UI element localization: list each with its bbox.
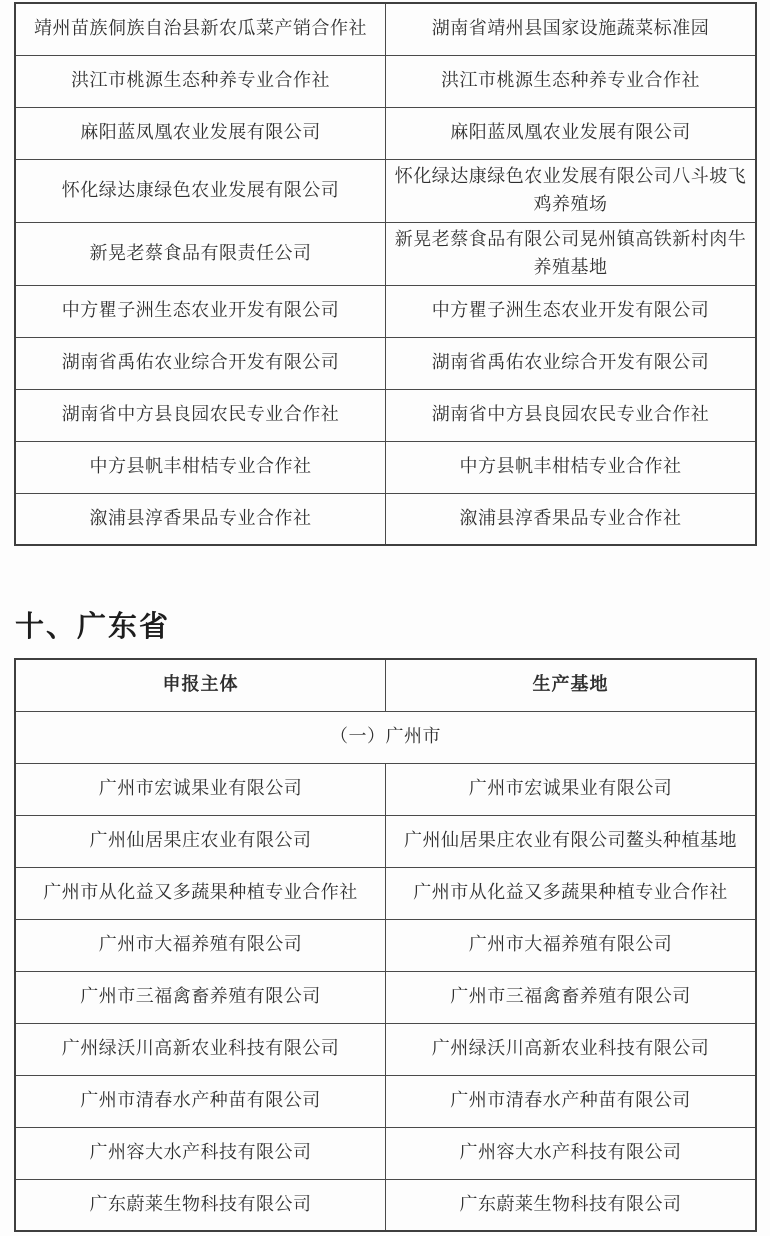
applicant-cell: 怀化绿达康绿色农业发展有限公司 xyxy=(15,159,386,222)
base-cell: 广州市清春水产种苗有限公司 xyxy=(386,1075,757,1127)
applicant-cell: 广州绿沃川高新农业科技有限公司 xyxy=(15,1023,386,1075)
applicant-cell: 中方县帆丰柑桔专业合作社 xyxy=(15,441,386,493)
base-cell: 中方瞿子洲生态农业开发有限公司 xyxy=(386,285,757,337)
table-header-row xyxy=(15,659,756,711)
table-row xyxy=(15,1179,756,1231)
table-row xyxy=(15,222,756,285)
hunan-continuation-table xyxy=(14,2,757,546)
base-cell: 湖南省靖州县国家设施蔬菜标准园 xyxy=(386,3,757,55)
applicant-cell: 中方瞿子洲生态农业开发有限公司 xyxy=(15,285,386,337)
base-cell: 怀化绿达康绿色农业发展有限公司八斗坡飞鸡养殖场 xyxy=(386,159,757,222)
applicant-cell: 广州市三福禽畜养殖有限公司 xyxy=(15,971,386,1023)
guangdong-table xyxy=(14,658,757,1232)
base-cell: 洪江市桃源生态种养专业合作社 xyxy=(386,55,757,107)
table-row xyxy=(15,919,756,971)
base-cell: 广州市从化益又多蔬果种植专业合作社 xyxy=(386,867,757,919)
table-row xyxy=(15,815,756,867)
applicant-cell: 麻阳蓝凤凰农业发展有限公司 xyxy=(15,107,386,159)
base-cell: 广州市大福养殖有限公司 xyxy=(386,919,757,971)
header-base: 生产基地 xyxy=(386,659,757,711)
base-cell: 中方县帆丰柑桔专业合作社 xyxy=(386,441,757,493)
city-subheader-guangzhou: （一）广州市 xyxy=(15,711,756,763)
applicant-cell: 湖南省中方县良园农民专业合作社 xyxy=(15,389,386,441)
base-cell: 麻阳蓝凤凰农业发展有限公司 xyxy=(386,107,757,159)
applicant-cell: 溆浦县淳香果品专业合作社 xyxy=(15,493,386,545)
base-cell: 广州容大水产科技有限公司 xyxy=(386,1127,757,1179)
applicant-cell: 广州容大水产科技有限公司 xyxy=(15,1127,386,1179)
table-row xyxy=(15,763,756,815)
table-row xyxy=(15,441,756,493)
base-cell: 湖南省中方县良园农民专业合作社 xyxy=(386,389,757,441)
applicant-cell: 广州市清春水产种苗有限公司 xyxy=(15,1075,386,1127)
applicant-cell: 新晃老蔡食品有限责任公司 xyxy=(15,222,386,285)
applicant-cell: 广州市从化益又多蔬果种植专业合作社 xyxy=(15,867,386,919)
table-row xyxy=(15,867,756,919)
applicant-cell: 洪江市桃源生态种养专业合作社 xyxy=(15,55,386,107)
base-cell: 湖南省禹佑农业综合开发有限公司 xyxy=(386,337,757,389)
table-row xyxy=(15,337,756,389)
table-row xyxy=(15,107,756,159)
base-cell: 广州市宏诚果业有限公司 xyxy=(386,763,757,815)
table-row xyxy=(15,3,756,55)
applicant-cell: 广州仙居果庄农业有限公司 xyxy=(15,815,386,867)
base-cell: 广州绿沃川高新农业科技有限公司 xyxy=(386,1023,757,1075)
base-cell: 溆浦县淳香果品专业合作社 xyxy=(386,493,757,545)
table-row xyxy=(15,971,756,1023)
header-applicant: 申报主体 xyxy=(15,659,386,711)
base-cell: 广东蔚莱生物科技有限公司 xyxy=(386,1179,757,1231)
table-row xyxy=(15,1023,756,1075)
base-cell: 广州市三福禽畜养殖有限公司 xyxy=(386,971,757,1023)
table-row xyxy=(15,389,756,441)
table-row xyxy=(15,493,756,545)
base-cell: 新晃老蔡食品有限公司晃州镇高铁新村肉牛养殖基地 xyxy=(386,222,757,285)
section-heading-guangdong: 十、广东省 xyxy=(15,609,171,643)
applicant-cell: 广州市大福养殖有限公司 xyxy=(15,919,386,971)
table-row xyxy=(15,1075,756,1127)
applicant-cell: 广东蔚莱生物科技有限公司 xyxy=(15,1179,386,1231)
city-subheader-row xyxy=(15,711,756,763)
table-row xyxy=(15,159,756,222)
table-row xyxy=(15,1127,756,1179)
base-cell: 广州仙居果庄农业有限公司鳌头种植基地 xyxy=(386,815,757,867)
table-row xyxy=(15,285,756,337)
applicant-cell: 湖南省禹佑农业综合开发有限公司 xyxy=(15,337,386,389)
applicant-cell: 广州市宏诚果业有限公司 xyxy=(15,763,386,815)
applicant-cell: 靖州苗族侗族自治县新农瓜菜产销合作社 xyxy=(15,3,386,55)
table-row xyxy=(15,55,756,107)
